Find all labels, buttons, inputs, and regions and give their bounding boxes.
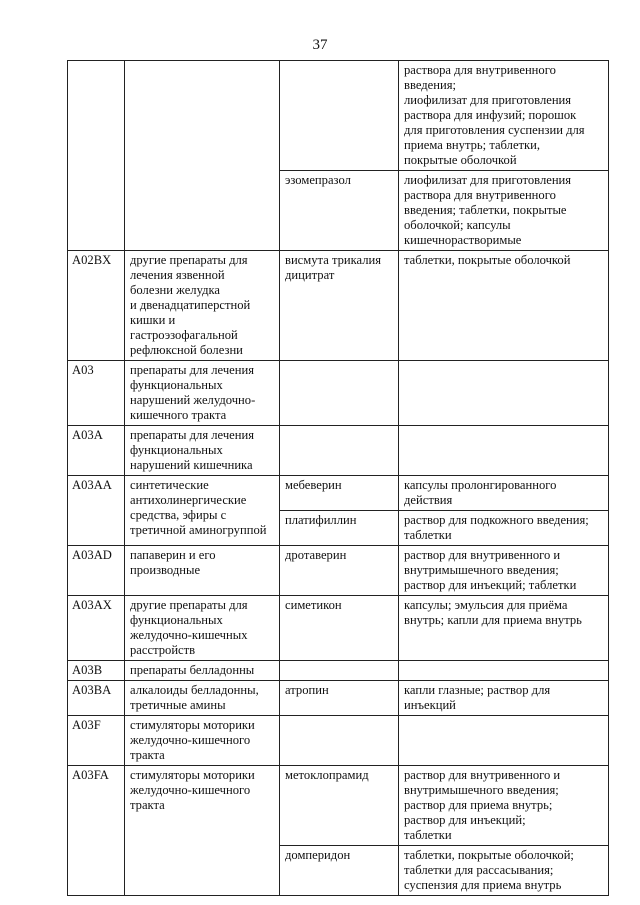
group-name-cell: папаверин и его производные bbox=[125, 546, 280, 596]
atc-code-cell: A03B bbox=[68, 661, 125, 681]
atc-code-cell bbox=[68, 61, 125, 251]
group-name-cell: другие препараты для лечения язвенной болезни желудка и двенадцатиперстной кишки и гастроэзофагальной рефлюксной болезни bbox=[125, 251, 280, 361]
dosage-form-cell bbox=[399, 716, 609, 766]
drug-name-cell: висмута трикалия дицитрат bbox=[280, 251, 399, 361]
drug-name-cell bbox=[280, 426, 399, 476]
table-row bbox=[68, 716, 609, 766]
atc-code-cell: A03A bbox=[68, 426, 125, 476]
dosage-form-cell bbox=[399, 661, 609, 681]
dosage-form-cell: раствор для подкожного введения; таблетки bbox=[399, 511, 609, 546]
group-name-cell: препараты для лечения функциональных нарушений кишечника bbox=[125, 426, 280, 476]
dosage-form-cell: капли глазные; раствор для инъекций bbox=[399, 681, 609, 716]
dosage-form-cell: таблетки, покрытые оболочкой bbox=[399, 251, 609, 361]
dosage-form-cell: лиофилизат для приготовления раствора для внутривенного введения; таблетки, покрытые оболочкой; капсулы кишечнорастворимые bbox=[399, 171, 609, 251]
atc-code-cell: A03AA bbox=[68, 476, 125, 546]
table-row bbox=[68, 251, 609, 361]
table-row bbox=[68, 546, 609, 596]
table-row bbox=[68, 426, 609, 476]
drug-name-cell bbox=[280, 61, 399, 171]
drug-name-cell: метоклопрамид bbox=[280, 766, 399, 846]
group-name-cell: синтетические антихолинергические средства, эфиры с третичной аминогруппой bbox=[125, 476, 280, 546]
atc-code-cell: A03AD bbox=[68, 546, 125, 596]
drug-name-cell bbox=[280, 716, 399, 766]
dosage-form-cell: раствор для внутривенного и внутримышечного введения; раствор для инъекций; таблетки bbox=[399, 546, 609, 596]
atc-code-cell: A03 bbox=[68, 361, 125, 426]
table-row bbox=[68, 61, 609, 171]
drug-name-cell: атропин bbox=[280, 681, 399, 716]
dosage-form-cell bbox=[399, 361, 609, 426]
table-row bbox=[68, 766, 609, 846]
page-number: 37 bbox=[312, 37, 328, 53]
dosage-form-cell: капсулы; эмульсия для приёма внутрь; капли для приема внутрь bbox=[399, 596, 609, 661]
drug-name-cell: эзомепразол bbox=[280, 171, 399, 251]
group-name-cell: стимуляторы моторики желудочно-кишечного тракта bbox=[125, 766, 280, 896]
table-row bbox=[68, 476, 609, 511]
drug-name-cell: симетикон bbox=[280, 596, 399, 661]
group-name-cell: препараты белладонны bbox=[125, 661, 280, 681]
dosage-form-cell: раствор для внутривенного и внутримышечного введения; раствор для приема внутрь; раствор для инъекций; таблетки bbox=[399, 766, 609, 846]
group-name-cell: стимуляторы моторики желудочно-кишечного тракта bbox=[125, 716, 280, 766]
drug-name-cell bbox=[280, 361, 399, 426]
dosage-form-cell: раствора для внутривенного введения; лиофилизат для приготовления раствора для инфузий; порошок для приготовления суспензии для приема внутрь; таблетки, покрытые оболочкой bbox=[399, 61, 609, 171]
table-row bbox=[68, 661, 609, 681]
drug-name-cell bbox=[280, 661, 399, 681]
table-row bbox=[68, 361, 609, 426]
drug-name-cell: мебеверин bbox=[280, 476, 399, 511]
atc-code-cell: A03F bbox=[68, 716, 125, 766]
group-name-cell: другие препараты для функциональных желудочно-кишечных расстройств bbox=[125, 596, 280, 661]
dosage-form-cell: капсулы пролонгированного действия bbox=[399, 476, 609, 511]
atc-code-cell: A03FA bbox=[68, 766, 125, 896]
group-name-cell: алкалоиды белладонны, третичные амины bbox=[125, 681, 280, 716]
table-row bbox=[68, 681, 609, 716]
drug-name-cell: домперидон bbox=[280, 846, 399, 896]
atc-code-cell: A02BX bbox=[68, 251, 125, 361]
drug-name-cell: дротаверин bbox=[280, 546, 399, 596]
drug-name-cell: платифиллин bbox=[280, 511, 399, 546]
group-name-cell: препараты для лечения функциональных нарушений желудочно- кишечного тракта bbox=[125, 361, 280, 426]
dosage-form-cell: таблетки, покрытые оболочкой; таблетки для рассасывания; суспензия для приема внутрь bbox=[399, 846, 609, 896]
dosage-form-cell bbox=[399, 426, 609, 476]
table-row bbox=[68, 596, 609, 661]
drug-classification-table bbox=[67, 60, 609, 896]
atc-code-cell: A03BA bbox=[68, 681, 125, 716]
group-name-cell bbox=[125, 61, 280, 251]
atc-code-cell: A03AX bbox=[68, 596, 125, 661]
